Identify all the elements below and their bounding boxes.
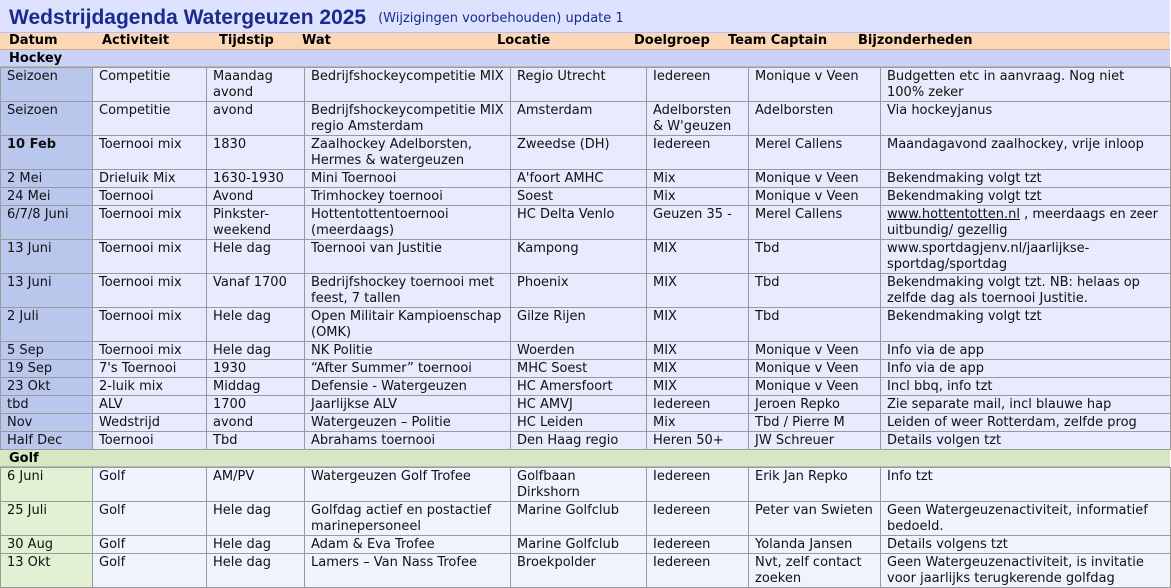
team-captain-cell: Tbd: [749, 240, 881, 274]
bijzonderheden-cell: Geen Watergeuzenactiviteit, is invitatie voor jaarlijks terugkerende golfdag: [881, 554, 1171, 588]
bijzonderheden-cell: Budgetten etc in aanvraag. Nog niet 100% zeker: [881, 68, 1171, 102]
team-captain-cell: JW Schreuer: [749, 432, 881, 450]
team-captain-cell: Peter van Swieten: [749, 502, 881, 536]
locatie-cell: Woerden: [511, 342, 647, 360]
wat-cell: Bedrijfshockey toernooi met feest, 7 tallen: [305, 274, 511, 308]
locatie-cell: A'foort AMHC: [511, 170, 647, 188]
locatie-cell: Golfbaan Dirkshorn: [511, 468, 647, 502]
table-row: [1, 396, 1171, 414]
bijzonderheden-cell: Bekendmaking volgt tzt: [881, 188, 1171, 206]
locatie-cell: Gilze Rijen: [511, 308, 647, 342]
wat-cell: Zaalhockey Adelborsten, Hermes & watergeuzen: [305, 136, 511, 170]
team-captain-cell: Yolanda Jansen: [749, 536, 881, 554]
bijzonderheden-cell: Incl bbq, info tzt: [881, 378, 1171, 396]
locatie-cell: Marine Golfclub: [511, 502, 647, 536]
hockey-table: [0, 67, 1171, 450]
activiteit-cell: Competitie: [93, 68, 207, 102]
datum-cell: 2 Mei: [1, 170, 93, 188]
team-captain-cell: Tbd: [749, 308, 881, 342]
bijzonderheden-cell: Zie separate mail, incl blauwe hap: [881, 396, 1171, 414]
header-activiteit: Activiteit: [102, 33, 170, 48]
activiteit-cell: Golf: [93, 536, 207, 554]
locatie-cell: Soest: [511, 188, 647, 206]
doelgroep-cell: Iedereen: [647, 468, 749, 502]
activiteit-cell: Wedstrijd: [93, 414, 207, 432]
doelgroep-cell: MIX: [647, 274, 749, 308]
locatie-cell: Broekpolder: [511, 554, 647, 588]
wat-cell: Toernooi van Justitie: [305, 240, 511, 274]
tijdstip-cell: Tbd: [207, 432, 305, 450]
datum-cell: 2 Juli: [1, 308, 93, 342]
tijdstip-cell: Middag: [207, 378, 305, 396]
table-row: [1, 468, 1171, 502]
locatie-cell: Regio Utrecht: [511, 68, 647, 102]
team-captain-cell: Tbd / Pierre M: [749, 414, 881, 432]
table-row: [1, 206, 1171, 240]
locatie-cell: Marine Golfclub: [511, 536, 647, 554]
wat-cell: Bedrijfshockeycompetitie MIX: [305, 68, 511, 102]
tijdstip-cell: Hele dag: [207, 536, 305, 554]
doelgroep-cell: Mix: [647, 170, 749, 188]
activiteit-cell: Toernooi: [93, 432, 207, 450]
team-captain-cell: Adelborsten: [749, 102, 881, 136]
locatie-cell: HC Amersfoort: [511, 378, 647, 396]
doelgroep-cell: Iedereen: [647, 136, 749, 170]
tijdstip-cell: 1830: [207, 136, 305, 170]
wat-cell: Abrahams toernooi: [305, 432, 511, 450]
header-doelgroep: Doelgroep: [634, 33, 710, 48]
wat-cell: Open Militair Kampioenschap (OMK): [305, 308, 511, 342]
team-captain-cell: Monique v Veen: [749, 188, 881, 206]
table-row: [1, 360, 1171, 378]
activiteit-cell: Toernooi mix: [93, 308, 207, 342]
datum-cell: 24 Mei: [1, 188, 93, 206]
datum-cell: 13 Okt: [1, 554, 93, 588]
team-captain-cell: Erik Jan Repko: [749, 468, 881, 502]
tijdstip-cell: Vanaf 1700: [207, 274, 305, 308]
tijdstip-cell: avond: [207, 414, 305, 432]
wat-cell: Defensie - Watergeuzen: [305, 378, 511, 396]
header-datum: Datum: [9, 33, 58, 48]
activiteit-cell: Drieluik Mix: [93, 170, 207, 188]
team-captain-cell: Monique v Veen: [749, 170, 881, 188]
table-row: [1, 170, 1171, 188]
locatie-cell: HC Leiden: [511, 414, 647, 432]
tijdstip-cell: Pinkster-weekend: [207, 206, 305, 240]
doelgroep-cell: Iedereen: [647, 396, 749, 414]
team-captain-cell: Nvt, zelf contact zoeken: [749, 554, 881, 588]
datum-cell: 13 Juni: [1, 240, 93, 274]
column-header-row: [0, 33, 1170, 50]
tijdstip-cell: Hele dag: [207, 502, 305, 536]
doelgroep-cell: Iedereen: [647, 554, 749, 588]
activiteit-cell: 2-luik mix: [93, 378, 207, 396]
doelgroep-cell: MIX: [647, 308, 749, 342]
bijzonderheden-cell: Bekendmaking volgt tzt. NB: helaas op zelfde dag als toernooi Justitie.: [881, 274, 1171, 308]
doelgroep-cell: Heren 50+: [647, 432, 749, 450]
activiteit-cell: ALV: [93, 396, 207, 414]
datum-cell: 23 Okt: [1, 378, 93, 396]
table-row: [1, 554, 1171, 588]
page-subtitle: (Wijzigingen voorbehouden) update 1: [378, 11, 624, 26]
tijdstip-cell: 1930: [207, 360, 305, 378]
activiteit-cell: Toernooi mix: [93, 240, 207, 274]
wat-cell: Watergeuzen Golf Trofee: [305, 468, 511, 502]
table-row: [1, 536, 1171, 554]
datum-cell: tbd: [1, 396, 93, 414]
bijzonderheden-cell: Geen Watergeuzenactiviteit, informatief bedoeld.: [881, 502, 1171, 536]
tijdstip-cell: Hele dag: [207, 342, 305, 360]
table-row: [1, 342, 1171, 360]
wat-cell: Adam & Eva Trofee: [305, 536, 511, 554]
doelgroep-cell: Geuzen 35 -: [647, 206, 749, 240]
header-wat: Wat: [302, 33, 331, 48]
locatie-cell: HC AMVJ: [511, 396, 647, 414]
locatie-cell: Amsterdam: [511, 102, 647, 136]
wat-cell: Jaarlijkse ALV: [305, 396, 511, 414]
bijzonderheden-cell: Via hockeyjanus: [881, 102, 1171, 136]
doelgroep-cell: MIX: [647, 240, 749, 274]
tijdstip-cell: Avond: [207, 188, 305, 206]
activiteit-cell: 7's Toernooi: [93, 360, 207, 378]
bijzonderheden-cell: Bekendmaking volgt tzt: [881, 308, 1171, 342]
table-row: [1, 308, 1171, 342]
doelgroep-cell: MIX: [647, 342, 749, 360]
locatie-cell: Den Haag regio: [511, 432, 647, 450]
table-row: [1, 68, 1171, 102]
wat-cell: Bedrijfshockeycompetitie MIX regio Amsterdam: [305, 102, 511, 136]
table-row: [1, 414, 1171, 432]
activiteit-cell: Competitie: [93, 102, 207, 136]
doelgroep-cell: MIX: [647, 378, 749, 396]
section-golf: Golf: [0, 450, 1170, 467]
tijdstip-cell: 1630-1930: [207, 170, 305, 188]
activiteit-cell: Toernooi mix: [93, 206, 207, 240]
tijdstip-cell: 1700: [207, 396, 305, 414]
team-captain-cell: Monique v Veen: [749, 68, 881, 102]
table-row: [1, 274, 1171, 308]
datum-cell: 10 Feb: [1, 136, 93, 170]
wat-cell: Lamers – Van Nass Trofee: [305, 554, 511, 588]
table-row: [1, 188, 1171, 206]
bijzonderheden-cell: Info tzt: [881, 468, 1171, 502]
datum-cell: Half Dec: [1, 432, 93, 450]
tijdstip-cell: Hele dag: [207, 554, 305, 588]
header-tijdstip: Tijdstip: [219, 33, 274, 48]
wat-cell: Trimhockey toernooi: [305, 188, 511, 206]
bijzonderheden-text: , meerdaags en zeer uitbundig/ gezellig: [887, 207, 1158, 238]
activiteit-cell: Toernooi mix: [93, 342, 207, 360]
tijdstip-cell: AM/PV: [207, 468, 305, 502]
locatie-cell: Kampong: [511, 240, 647, 274]
team-captain-cell: Monique v Veen: [749, 378, 881, 396]
datum-cell: 30 Aug: [1, 536, 93, 554]
locatie-cell: Phoenix: [511, 274, 647, 308]
bijzonderheden-cell: Info via de app: [881, 360, 1171, 378]
page-title: Wedstrijdagenda Watergeuzen 2025: [9, 6, 367, 29]
locatie-cell: MHC Soest: [511, 360, 647, 378]
header-team-captain: Team Captain: [728, 33, 828, 48]
activiteit-cell: Toernooi mix: [93, 136, 207, 170]
wat-cell: Hottentottentoernooi (meerdaags): [305, 206, 511, 240]
wat-cell: Mini Toernooi: [305, 170, 511, 188]
activiteit-cell: Toernooi mix: [93, 274, 207, 308]
title-bar: [0, 0, 1170, 33]
team-captain-cell: Tbd: [749, 274, 881, 308]
bijzonderheden-cell: Info via de app: [881, 342, 1171, 360]
doelgroep-cell: Iedereen: [647, 502, 749, 536]
doelgroep-cell: Iedereen: [647, 68, 749, 102]
datum-cell: Seizoen: [1, 102, 93, 136]
header-bijzonderheden: Bijzonderheden: [858, 33, 973, 48]
datum-cell: 6 Juni: [1, 468, 93, 502]
table-row: [1, 240, 1171, 274]
team-captain-cell: Monique v Veen: [749, 342, 881, 360]
bijzonderheden-cell: Leiden of weer Rotterdam, zelfde prog: [881, 414, 1171, 432]
table-row: [1, 378, 1171, 396]
bijzonderheden-cell: Bekendmaking volgt tzt: [881, 170, 1171, 188]
bijzonderheden-cell: Details volgens tzt: [881, 536, 1171, 554]
wat-cell: Watergeuzen – Politie: [305, 414, 511, 432]
bijzonderheden-cell: Details volgen tzt: [881, 432, 1171, 450]
datum-cell: Seizoen: [1, 68, 93, 102]
header-locatie: Locatie: [497, 33, 551, 48]
tijdstip-cell: Hele dag: [207, 240, 305, 274]
datum-cell: 6/7/8 Juni: [1, 206, 93, 240]
golf-table: [0, 467, 1171, 588]
table-row: [1, 432, 1171, 450]
bijzonderheden-cell: www.sportdagjenv.nl/jaarlijkse-sportdag/sportdag: [881, 240, 1171, 274]
doelgroep-cell: Mix: [647, 414, 749, 432]
bijzonderheden-cell: [881, 206, 1171, 240]
locatie-cell: HC Delta Venlo: [511, 206, 647, 240]
wat-cell: NK Politie: [305, 342, 511, 360]
website-link[interactable]: www.hottentotten.nl: [887, 207, 1020, 222]
datum-cell: 5 Sep: [1, 342, 93, 360]
activiteit-cell: Golf: [93, 502, 207, 536]
activiteit-cell: Toernooi: [93, 188, 207, 206]
team-captain-cell: Jeroen Repko: [749, 396, 881, 414]
doelgroep-cell: Adelborsten & W'geuzen: [647, 102, 749, 136]
tijdstip-cell: Hele dag: [207, 308, 305, 342]
team-captain-cell: Merel Callens: [749, 206, 881, 240]
doelgroep-cell: Mix: [647, 188, 749, 206]
activiteit-cell: Golf: [93, 554, 207, 588]
team-captain-cell: Monique v Veen: [749, 360, 881, 378]
doelgroep-cell: MIX: [647, 360, 749, 378]
datum-cell: 19 Sep: [1, 360, 93, 378]
bijzonderheden-cell: Maandagavond zaalhockey, vrije inloop: [881, 136, 1171, 170]
activiteit-cell: Golf: [93, 468, 207, 502]
wat-cell: “After Summer” toernooi: [305, 360, 511, 378]
datum-cell: Nov: [1, 414, 93, 432]
wat-cell: Golfdag actief en postactief marinepersoneel: [305, 502, 511, 536]
tijdstip-cell: Maandag avond: [207, 68, 305, 102]
doelgroep-cell: Iedereen: [647, 536, 749, 554]
section-hockey: Hockey: [0, 50, 1170, 67]
locatie-cell: Zweedse (DH): [511, 136, 647, 170]
table-row: [1, 102, 1171, 136]
datum-cell: 25 Juli: [1, 502, 93, 536]
tijdstip-cell: avond: [207, 102, 305, 136]
table-row: [1, 502, 1171, 536]
table-row: [1, 136, 1171, 170]
datum-cell: 13 Juni: [1, 274, 93, 308]
team-captain-cell: Merel Callens: [749, 136, 881, 170]
